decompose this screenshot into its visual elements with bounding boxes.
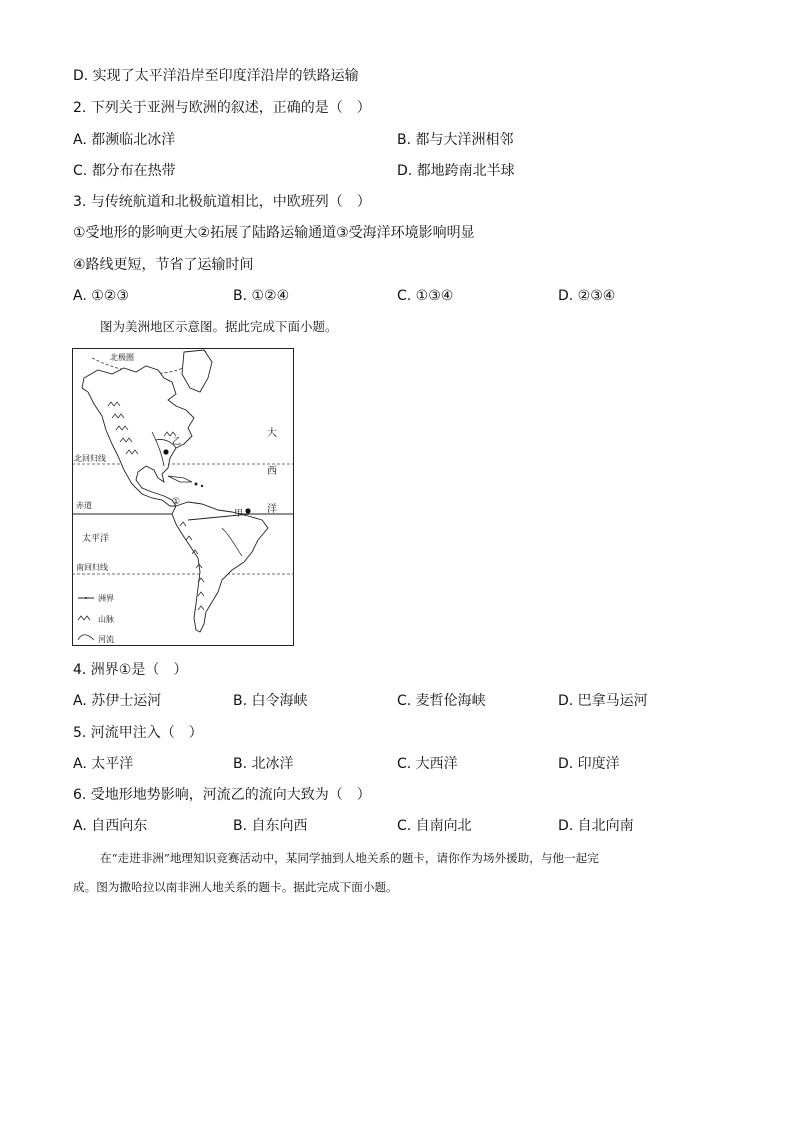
map-intro: 图为美洲地区示意图。据此完成下面小题。 bbox=[100, 319, 338, 334]
legend-mountain: 山脉 bbox=[98, 615, 114, 624]
q3-option-b: B. ①②④ bbox=[233, 288, 290, 304]
q1-option-d: D. 实现了太平洋沿岸至印度洋沿岸的铁路运输 bbox=[73, 68, 359, 84]
q4-option-d: D. 巴拿马运河 bbox=[558, 693, 648, 709]
legend-river: 河流 bbox=[98, 635, 114, 644]
africa-intro-line-1: 在“走进非洲”地理知识竞赛活动中，某同学抽到人地关系的题卡，请你作为场外援助，与他一起完 bbox=[100, 851, 599, 865]
q2-option-a: A. 都濒临北冰洋 bbox=[73, 132, 176, 148]
label-boundary-marker: ① bbox=[172, 497, 181, 507]
label-equator: 赤道 bbox=[76, 501, 92, 510]
label-arctic-circle: 北极圈 bbox=[110, 353, 134, 362]
q5-stem: 5. 河流甲注入（ ） bbox=[73, 725, 203, 741]
africa-intro-line-2: 成。图为撒哈拉以南非洲人地关系的题卡。据此完成下面小题。 bbox=[73, 880, 398, 894]
q5-option-a: A. 太平洋 bbox=[73, 756, 134, 772]
q3-statements-1: ①受地形的影响更大②拓展了陆路运输通道③受海洋环境影响明显 bbox=[73, 225, 475, 241]
q6-option-b: B. 自东向西 bbox=[233, 818, 308, 834]
label-yi: 乙 bbox=[172, 437, 182, 447]
q3-option-a: A. ①②③ bbox=[73, 288, 129, 304]
q3-stem: 3. 与传统航道和北极航道相比，中欧班列（ ） bbox=[73, 194, 371, 210]
americas-map bbox=[72, 348, 294, 646]
q2-option-b: B. 都与大洋洲相邻 bbox=[397, 132, 514, 148]
q6-option-c: C. 自南向北 bbox=[397, 818, 472, 834]
label-tropic-cancer: 北回归线 bbox=[74, 454, 106, 463]
q6-stem: 6. 受地形地势影响，河流乙的流向大致为（ ） bbox=[73, 787, 371, 803]
point-north bbox=[163, 449, 168, 454]
q2-option-c: C. 都分布在热带 bbox=[73, 163, 176, 179]
q2-option-d: D. 都地跨南北半球 bbox=[397, 163, 515, 179]
q3-statements-2: ④路线更短，节省了运输时间 bbox=[73, 257, 254, 273]
q5-option-b: B. 北冰洋 bbox=[233, 756, 294, 772]
label-jia: 甲 bbox=[234, 509, 244, 519]
q4-option-c: C. 麦哲伦海峡 bbox=[397, 693, 486, 709]
q5-option-d: D. 印度洋 bbox=[558, 756, 620, 772]
q6-option-a: A. 自西向东 bbox=[73, 818, 148, 834]
label-atlantic-3: 洋 bbox=[267, 504, 277, 515]
q4-option-a: A. 苏伊士运河 bbox=[73, 693, 162, 709]
label-pacific: 太平洋 bbox=[82, 534, 110, 544]
label-tropic-capricorn: 南回归线 bbox=[76, 563, 108, 572]
label-atlantic-2: 西 bbox=[267, 466, 277, 477]
label-atlantic-1: 大 bbox=[267, 428, 277, 439]
q5-option-c: C. 大西洋 bbox=[397, 756, 458, 772]
q4-stem: 4. 洲界①是（ ） bbox=[73, 662, 188, 678]
q4-option-b: B. 白令海峡 bbox=[233, 693, 308, 709]
point-jia bbox=[245, 508, 250, 513]
q2-stem: 2. 下列关于亚洲与欧洲的叙述，正确的是（ ） bbox=[73, 100, 371, 116]
legend-boundary: 洲界 bbox=[98, 594, 114, 603]
q6-option-d: D. 自北向南 bbox=[558, 818, 634, 834]
q3-option-c: C. ①③④ bbox=[397, 288, 454, 304]
q3-option-d: D. ②③④ bbox=[558, 288, 616, 304]
